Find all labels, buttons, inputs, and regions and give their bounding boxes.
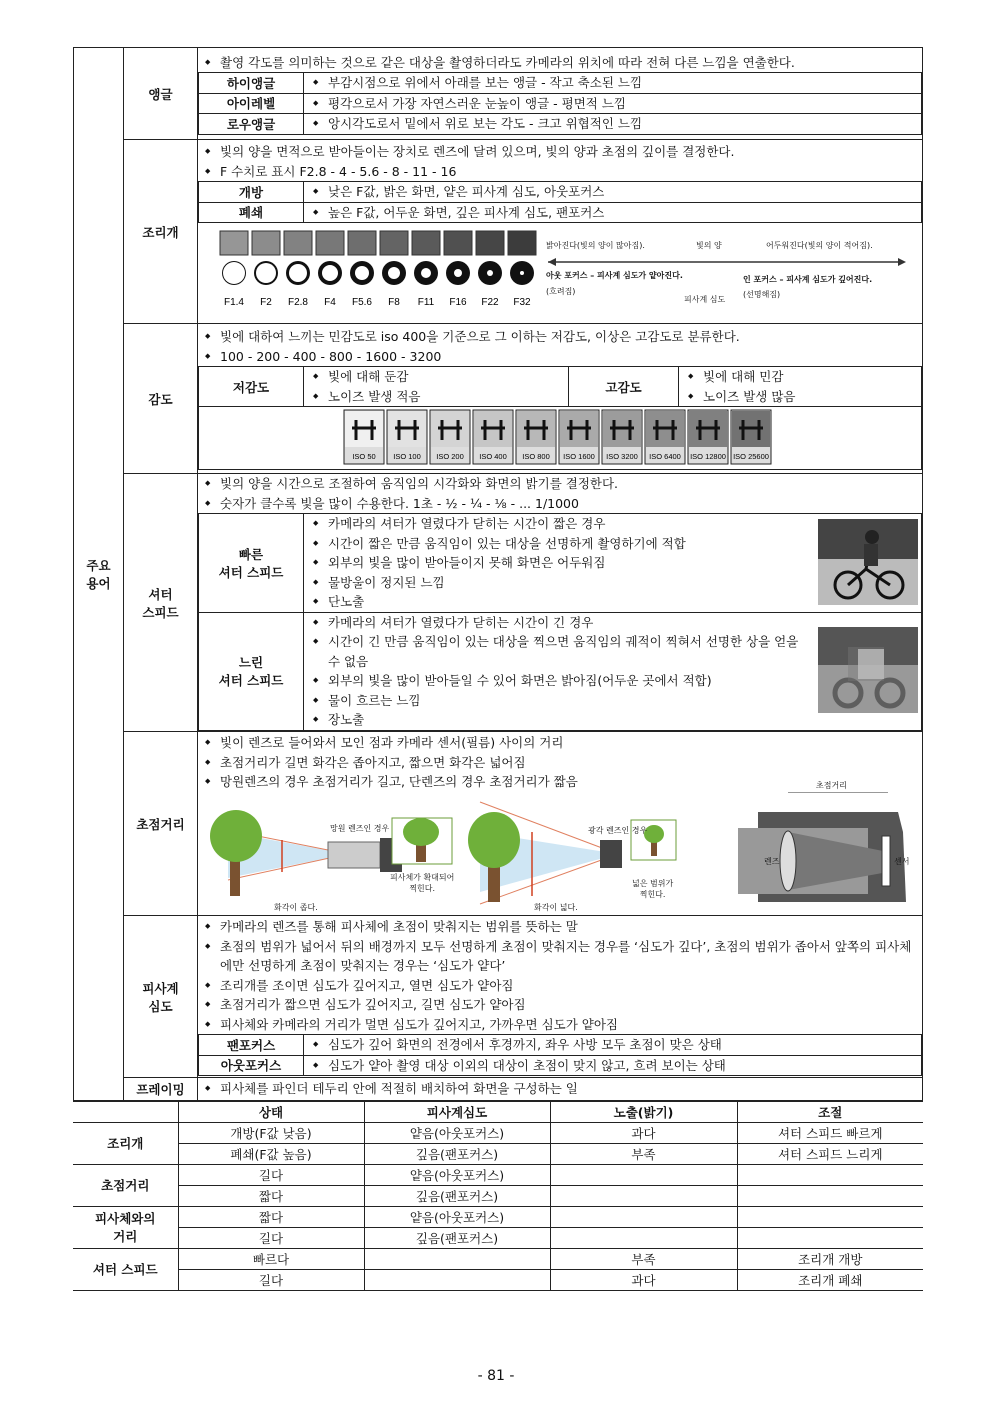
summary-cell (550, 1185, 737, 1206)
aperture-label: 조리개 (124, 140, 198, 324)
summary-cell: 길다 (178, 1164, 364, 1185)
aperture-opening (388, 267, 400, 279)
dof-item: ◆ 카메라의 렌즈를 통해 피사체에 초점이 맞춰지는 범위를 뜻하는 말 (202, 917, 918, 937)
summary-cell: 조리개 개방 (737, 1248, 923, 1269)
angle-table (198, 72, 922, 135)
summary-cell: 깊음(팬포커스) (364, 1227, 550, 1248)
dof-table (198, 1034, 922, 1076)
angle-desc: ◆ 앙시각도로서 밑에서 위로 보는 각도 - 크고 위협적인 느낌 (310, 114, 915, 134)
angle-desc: ◆ 부감시점으로 위에서 아래를 보는 앵글 - 작고 축소된 느낌 (310, 73, 915, 93)
fstop-thumbnail (252, 231, 280, 255)
iso-label: ISO 25600 (733, 451, 769, 461)
diagram-light: 빛의 양 (696, 241, 722, 250)
shutter-slow-item: ◆ 장노출 (310, 710, 806, 730)
fstop-thumbnail (476, 231, 504, 255)
fstop-thumbnail (508, 231, 536, 255)
summary-row (73, 1227, 923, 1248)
summary-cell (737, 1185, 923, 1206)
iso-intro: ◆ 빛에 대하여 느끼는 민감도로 iso 400을 기준으로 그 이하는 저감도, 이상은 고감도로 분류한다. (202, 327, 918, 347)
summary-cell: 폐쇄(F값 높음) (178, 1143, 364, 1164)
iso-intro: ◆ 100 - 200 - 400 - 800 - 1600 - 3200 (202, 347, 918, 367)
aperture-name: 개방 (199, 182, 304, 203)
shutter-label: 셔터 스피드 (124, 474, 198, 732)
framing-desc: ◆ 피사체를 파인더 테두리 안에 적절히 배치하여 화면을 구성하는 일 (202, 1079, 918, 1099)
summary-group-name: 피사체와의 거리 (73, 1206, 178, 1248)
shutter-slow-item: ◆ 카메라의 셔터가 열렸다가 닫히는 시간이 긴 경우 (310, 613, 806, 633)
wide-caption: 광각 렌즈인 경우 (588, 825, 648, 835)
fstop-thumbnail (444, 231, 472, 255)
summary-row (73, 1122, 923, 1143)
dof-label: 피사계 심도 (124, 916, 198, 1078)
aperture-desc: ◆ 높은 F값, 어두운 화면, 깊은 피사계 심도, 팬포커스 (310, 203, 915, 223)
aperture-intro: ◆ F 수치로 표시 F2.8 - 4 - 5.6 - 8 - 11 - 16 (202, 162, 918, 182)
iso-low-item: ◆ 노이즈 발생 적음 (310, 387, 562, 407)
tele-caption: 망원 렌즈인 경우 (330, 823, 390, 833)
lens-caption: 렌즈 (764, 856, 780, 866)
wide-subject: 넓은 범위가 찍힌다. (632, 878, 674, 899)
page-number: - 81 - (477, 1368, 515, 1384)
summary-cell (550, 1206, 737, 1227)
aperture-opening (322, 265, 338, 281)
summary-cell: 셔터 스피드 느리게 (737, 1143, 923, 1164)
aperture-intro: ◆ 빛의 양을 면적으로 받아들이는 장치로 렌즈에 달려 있으며, 빛의 양과 초점의 깊이를 결정한다. (202, 142, 918, 162)
fstop-thumbnail (348, 231, 376, 255)
aperture-name: 폐쇄 (199, 202, 304, 223)
diagram-in-focus: 인 포커스 – 피사계 심도가 깊어진다. (743, 275, 873, 284)
iso-label: ISO 6400 (649, 451, 681, 461)
aperture-table (198, 181, 922, 223)
fstop-label: F16 (449, 297, 467, 308)
shutter-fast-item: ◆ 시간이 짧은 만큼 움직임이 있는 대상을 선명하게 촬영하기에 적합 (310, 534, 806, 554)
fstop-label: F2 (260, 297, 272, 308)
summary-row (73, 1143, 923, 1164)
slow-photo (812, 612, 922, 730)
summary-cell: 얕음(아웃포커스) (364, 1122, 550, 1143)
fstop-label: F22 (481, 297, 499, 308)
summary-cell: 짧다 (178, 1185, 364, 1206)
dof-item: ◆ 초점거리가 짧으면 심도가 깊어지고, 길면 심도가 얕아짐 (202, 995, 918, 1015)
summary-cell (737, 1227, 923, 1248)
sensor-caption: 센서 (894, 856, 910, 866)
aperture-opening (520, 271, 524, 275)
summary-cell: 개방(F값 낮음) (178, 1122, 364, 1143)
aperture-opening (454, 269, 462, 277)
summary-cell: 얕음(아웃포커스) (364, 1206, 550, 1227)
summary-cell (737, 1206, 923, 1227)
fstop-label: F2.8 (287, 297, 309, 308)
summary-cell: 길다 (178, 1227, 364, 1248)
focal-label: 초점거리 (124, 732, 198, 916)
dof-desc: ◆ 심도가 깊어 화면의 전경에서 후경까지, 좌우 사방 모두 초점이 맞은 상태 (310, 1035, 915, 1055)
focal-item: ◆ 초점거리가 길면 화각은 좁아지고, 짧으면 화각은 넓어짐 (202, 753, 918, 773)
fstop-thumbnail (412, 231, 440, 255)
iso-table (198, 366, 922, 470)
summary-cell: 짧다 (178, 1206, 364, 1227)
summary-row (73, 1164, 923, 1185)
summary-header: 피사계심도 (364, 1101, 550, 1122)
shutter-fast-item: ◆ 외부의 빛을 많이 받아들이지 못해 화면은 어두워짐 (310, 553, 806, 573)
aperture-illustration (198, 223, 922, 321)
angle-intro: ◆ 촬영 각도를 의미하는 것으로 같은 대상을 촬영하더라도 카메라의 위치에 따라 전혀 다른 느낌을 연출한다. (202, 53, 918, 73)
angle-label: 앵글 (124, 48, 198, 140)
summary-cell: 조리개 폐쇄 (737, 1269, 923, 1290)
shutter-fast-item: ◆ 카메라의 셔터가 열렸다가 닫히는 시간이 짧은 경우 (310, 514, 806, 534)
focal-item: ◆ 망원렌즈의 경우 초점거리가 길고, 단렌즈의 경우 초점거리가 짧음 (202, 772, 918, 792)
fstop-thumbnail (284, 231, 312, 255)
fstop-thumbnail (220, 231, 248, 255)
diagram-dof: 피사계 심도 (684, 295, 726, 304)
angle-desc: ◆ 평각으로서 가장 자연스러운 눈높이 앵글 - 평면적 느낌 (310, 94, 915, 114)
aperture-opening (223, 262, 245, 284)
fstop-thumbnail (316, 231, 344, 255)
fstop-label: F32 (513, 297, 531, 308)
summary-header: 노출(밝기) (550, 1101, 737, 1122)
iso-label: ISO 12800 (690, 451, 726, 461)
summary-cell: 얕음(아웃포커스) (364, 1164, 550, 1185)
fast-photo (812, 514, 922, 613)
summary-cell (550, 1164, 737, 1185)
summary-cell (364, 1269, 550, 1290)
diagram-in-note: (선명해짐) (743, 290, 781, 299)
summary-header (73, 1101, 178, 1122)
iso-samples (342, 408, 778, 466)
iso-low-name: 저감도 (199, 367, 304, 407)
iso-label: ISO 100 (393, 451, 421, 461)
fstop-label: F11 (417, 297, 435, 308)
focal-item: ◆ 빛이 렌즈로 들어와서 모인 점과 카메라 센서(필름) 사이의 거리 (202, 733, 918, 753)
summary-row (73, 1185, 923, 1206)
tele-angle: 화각이 좁다. (274, 902, 318, 912)
dof-desc: ◆ 심도가 얕아 촬영 대상 이외의 대상이 초점이 맞지 않고, 흐려 보이는 상태 (310, 1056, 915, 1076)
shutter-fast-name: 빠른 셔터 스피드 (199, 514, 304, 613)
terms-table (73, 47, 923, 1101)
diagram-out-note: (흐려짐) (546, 287, 576, 296)
iso-label: ISO 800 (522, 451, 550, 461)
summary-cell (364, 1248, 550, 1269)
summary-header: 상태 (178, 1101, 364, 1122)
shutter-slow-name: 느린 셔터 스피드 (199, 612, 304, 730)
summary-cell: 과다 (550, 1269, 737, 1290)
iso-label: ISO 1600 (563, 451, 595, 461)
summary-cell: 과다 (550, 1122, 737, 1143)
summary-cell: 깊음(팬포커스) (364, 1185, 550, 1206)
summary-cell: 부족 (550, 1248, 737, 1269)
aperture-opening (355, 266, 369, 280)
shutter-fast-item: ◆ 단노출 (310, 592, 806, 612)
iso-high-name: 고감도 (569, 367, 679, 407)
summary-cell: 부족 (550, 1143, 737, 1164)
shutter-intro: ◆ 빛의 양을 시간으로 조절하여 움직임의 시각화와 화면의 밝기를 결정한다. (202, 474, 918, 494)
fstop-label: F5.6 (351, 297, 373, 308)
dof-item: ◆ 조리개를 조이면 심도가 깊어지고, 열면 심도가 얕아짐 (202, 976, 918, 996)
shutter-table (198, 513, 922, 731)
shutter-fast-item: ◆ 물방울이 정지된 느낌 (310, 573, 806, 593)
focal-len-caption: 초점거리 (816, 780, 847, 790)
dof-item: ◆ 피사체와 카메라의 거리가 멀면 심도가 깊어지고, 가까우면 심도가 얕아짐 (202, 1015, 918, 1035)
aperture-opening (256, 263, 276, 283)
iso-high-item: ◆ 노이즈 발생 많음 (685, 387, 915, 407)
iso-label: ISO 3200 (606, 451, 638, 461)
summary-cell (550, 1227, 737, 1248)
angle-name: 아이레벨 (199, 93, 304, 114)
summary-cell: 길다 (178, 1269, 364, 1290)
dof-name: 아웃포커스 (199, 1055, 304, 1076)
iso-high-item: ◆ 빛에 대해 민감 (685, 367, 915, 387)
summary-cell: 깊음(팬포커스) (364, 1143, 550, 1164)
aperture-opening (289, 264, 307, 282)
framing-label: 프레이밍 (124, 1078, 198, 1101)
dof-item: ◆ 초점의 범위가 넓어서 뒤의 배경까지 모두 선명하게 초점이 맞춰지는 경우를 ‘심도가 깊다’, 초점의 범위가 좁아서 앞쪽의 피사체에만 선명하게 초점이 맞춰지는 경우는 ‘심도가 얕다’ (202, 937, 918, 976)
summary-group-name: 초점거리 (73, 1164, 178, 1206)
iso-label: ISO 400 (479, 451, 507, 461)
summary-cell: 빠르다 (178, 1248, 364, 1269)
fstop-label: F4 (324, 297, 336, 308)
shutter-slow-item: ◆ 물이 흐르는 느낌 (310, 691, 806, 711)
aperture-opening (421, 268, 431, 278)
dof-name: 팬포커스 (199, 1035, 304, 1056)
summary-group-name: 셔터 스피드 (73, 1248, 178, 1290)
fstop-label: F1.4 (223, 297, 245, 308)
iso-low-item: ◆ 빛에 대해 둔감 (310, 367, 562, 387)
diagram-bright: 밝아진다(빛의 양이 많아짐). (546, 241, 645, 250)
fstop-thumbnail (380, 231, 408, 255)
summary-group-name: 조리개 (73, 1122, 178, 1164)
focal-diagram (198, 792, 918, 914)
tele-subject: 피사체가 확대되어 찍힌다. (390, 872, 455, 893)
wide-angle: 화각이 넓다. (534, 902, 578, 912)
summary-table (73, 1101, 923, 1291)
diagram-dark: 어두워진다(빛의 양이 적어짐). (766, 241, 873, 250)
iso-label: 감도 (124, 324, 198, 474)
main-label: 주요 용어 (74, 48, 124, 1101)
shutter-slow-item: ◆ 시간이 긴 만큼 움직임이 있는 대상을 찍으면 움직임의 궤적이 찍혀서 선명한 상을 얻을 수 없음 (310, 632, 806, 671)
summary-row (73, 1269, 923, 1290)
glossary-page (73, 47, 923, 1291)
summary-row (73, 1206, 923, 1227)
fstop-label: F8 (388, 297, 400, 308)
aperture-opening (487, 270, 493, 276)
angle-name: 하이앵글 (199, 73, 304, 94)
summary-header: 조절 (737, 1101, 923, 1122)
summary-cell (737, 1164, 923, 1185)
angle-name: 로우앵글 (199, 114, 304, 135)
iso-label: ISO 50 (352, 451, 376, 461)
aperture-desc: ◆ 낮은 F값, 밝은 화면, 얕은 피사계 심도, 아웃포커스 (310, 182, 915, 202)
shutter-intro: ◆ 숫자가 클수록 빛을 많이 수용한다. 1초 - ½ - ¼ - ⅛ - ... 1/1000 (202, 494, 918, 514)
diagram-out-focus: 아웃 포커스 – 피사계 심도가 얕아진다. (546, 271, 683, 280)
summary-row (73, 1248, 923, 1269)
iso-label: ISO 200 (436, 451, 464, 461)
summary-cell: 셔터 스피드 빠르게 (737, 1122, 923, 1143)
shutter-slow-item: ◆ 외부의 빛을 많이 받아들일 수 있어 화면은 밝아짐(어두운 곳에서 적합) (310, 671, 806, 691)
